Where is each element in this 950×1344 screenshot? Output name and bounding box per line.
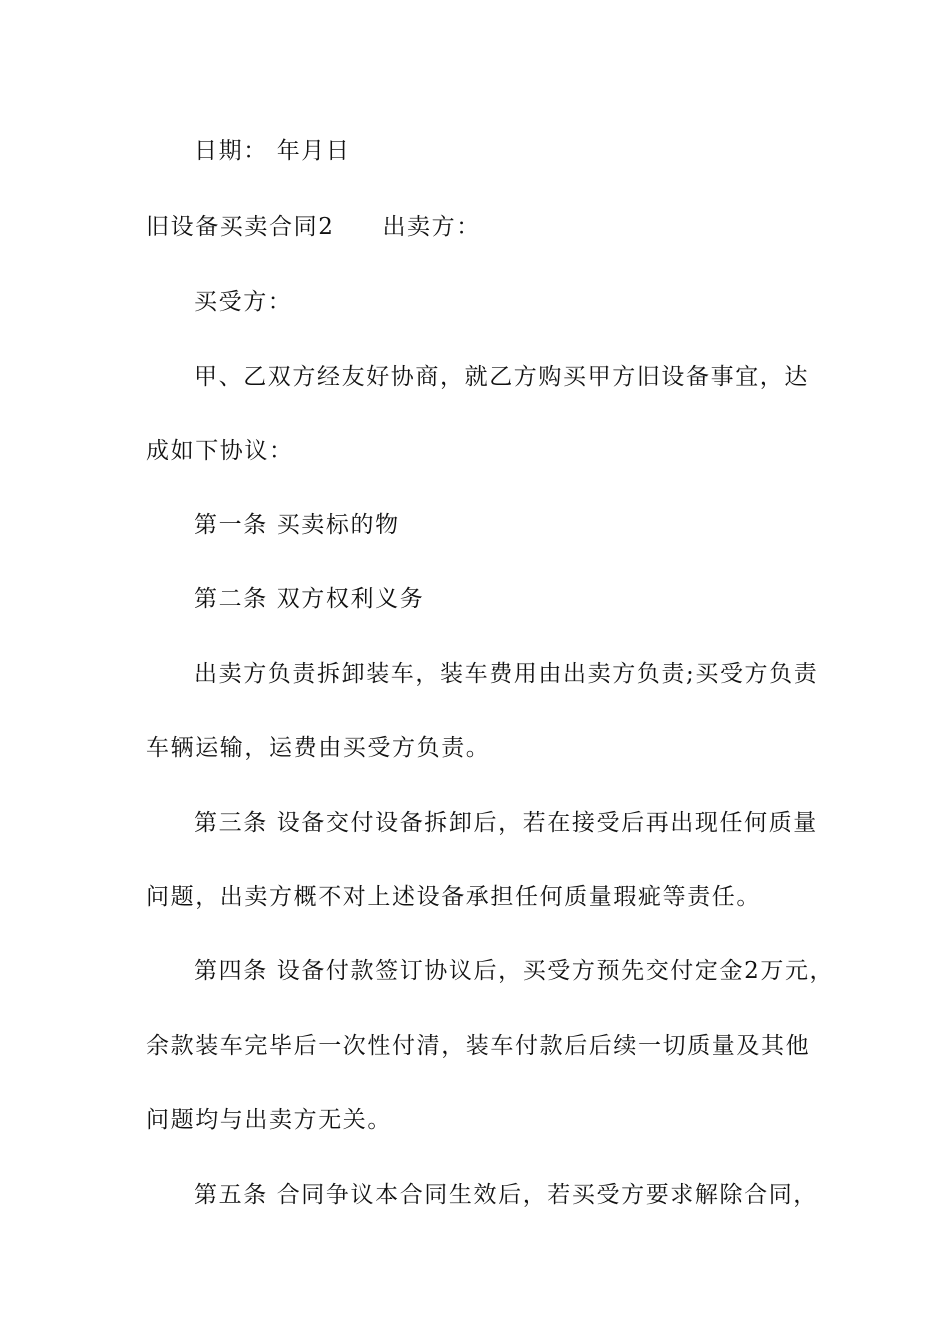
article-2-text-line-1: 出卖方负责拆卸装车，装车费用由出卖方负责;买受方负责	[194, 661, 819, 687]
paragraph-intro-line-1: 甲、乙双方经友好协商，就乙方购买甲方旧设备事宜，达	[194, 364, 809, 390]
paragraph-intro-line-2: 成如下协议：	[146, 438, 294, 464]
contract-title-line	[146, 212, 826, 242]
article-4-line-3: 问题均与出卖方无关。	[146, 1107, 392, 1133]
article-4-line-1: 第四条 设备付款签订协议后，买受方预先交付定金2万元，	[194, 958, 835, 984]
seller-label: 出卖方：	[382, 214, 481, 240]
article-5-line-1: 第五条 合同争议本合同生效后，若买受方要求解除合同，	[194, 1182, 818, 1208]
article-3-line-2: 问题，出卖方概不对上述设备承担任何质量瑕疵等责任。	[146, 884, 761, 910]
article-2-heading: 第二条 双方权利义务	[194, 586, 425, 612]
article-2-text-line-2: 车辆运输，运费由买受方负责。	[146, 735, 491, 761]
article-4-line-2: 余款装车完毕后一次性付清，装车付款后后续一切质量及其他	[146, 1033, 811, 1059]
buyer-label: 买受方：	[194, 289, 293, 315]
contract-title: 旧设备买卖合同2	[146, 214, 335, 240]
article-3-line-1: 第三条 设备交付设备拆卸后，若在接受后再出现任何质量	[194, 810, 818, 836]
article-1-heading: 第一条 买卖标的物	[194, 512, 400, 538]
date-line: 日期： 年月日	[194, 138, 351, 164]
